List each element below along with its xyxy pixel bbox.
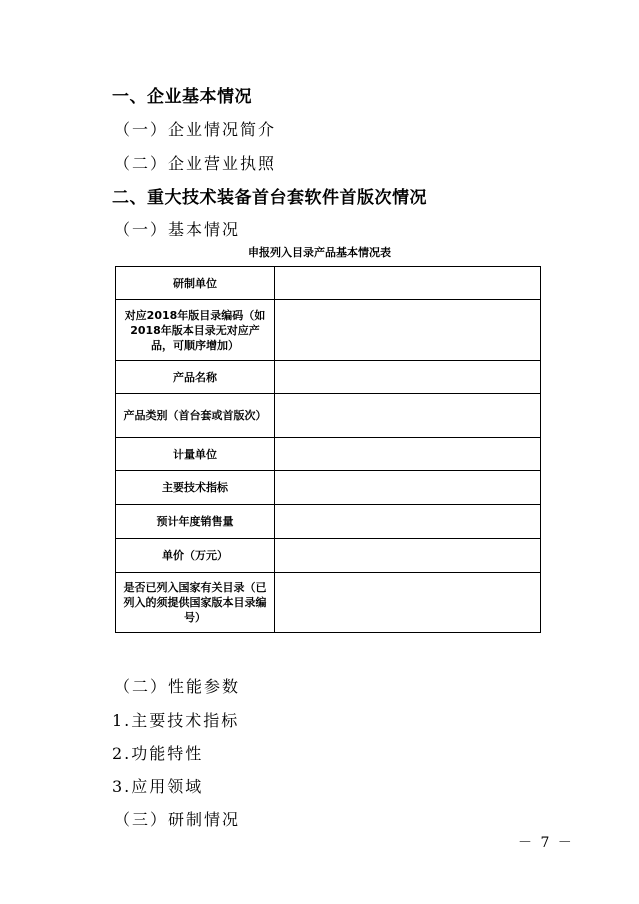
row-label-product-category: 产品类别（首台套或首版次） (116, 394, 275, 438)
row-value-unit[interactable] (275, 438, 541, 471)
table-row (116, 394, 541, 438)
subheading-rnd-status: （三）研制情况 (114, 810, 241, 829)
row-label-annual-sales: 预计年度销售量 (116, 505, 275, 539)
table-row (116, 471, 541, 505)
subheading-enterprise-intro: （一）企业情况简介 (114, 120, 277, 139)
product-info-table (115, 266, 541, 633)
row-label-unit: 计量单位 (116, 438, 275, 471)
row-value-annual-sales[interactable] (275, 505, 541, 539)
subheading-business-license: （二）企业营业执照 (114, 154, 277, 173)
row-value-developer[interactable] (275, 267, 541, 300)
row-label-tech-indicators: 主要技术指标 (116, 471, 275, 505)
table-row (116, 267, 541, 300)
row-label-developer: 研制单位 (116, 267, 275, 300)
table-row (116, 361, 541, 394)
row-label-national-catalog: 是否已列入国家有关目录（已列入的须提供国家版本目录编号） (116, 573, 275, 633)
heading-enterprise-basics: 一、企业基本情况 (112, 87, 252, 107)
row-value-national-catalog[interactable] (275, 573, 541, 633)
table-row (116, 573, 541, 633)
row-value-product-category[interactable] (275, 394, 541, 438)
row-label-product-name: 产品名称 (116, 361, 275, 394)
item-application-fields: 3.应用领域 (112, 777, 204, 796)
row-value-product-name[interactable] (275, 361, 541, 394)
item-main-tech-indicators: 1.主要技术指标 (112, 711, 240, 730)
row-value-unit-price[interactable] (275, 539, 541, 573)
row-label-catalog-code: 对应2018年版目录编码（如2018年版本目录无对应产品，可顺序增加） (116, 300, 275, 361)
page-number: － 7 － (518, 835, 574, 851)
row-value-tech-indicators[interactable] (275, 471, 541, 505)
table-row (116, 505, 541, 539)
heading-major-equipment: 二、重大技术装备首台套软件首版次情况 (112, 188, 427, 208)
table-row (116, 539, 541, 573)
item-features: 2.功能特性 (112, 744, 204, 763)
subheading-performance-params: （二）性能参数 (114, 677, 241, 696)
subheading-basic-info: （一）基本情况 (114, 220, 241, 239)
row-value-catalog-code[interactable] (275, 300, 541, 361)
table-row (116, 300, 541, 361)
table-row (116, 438, 541, 471)
row-label-unit-price: 单价（万元） (116, 539, 275, 573)
table-caption: 申报列入目录产品基本情况表 (248, 246, 391, 259)
